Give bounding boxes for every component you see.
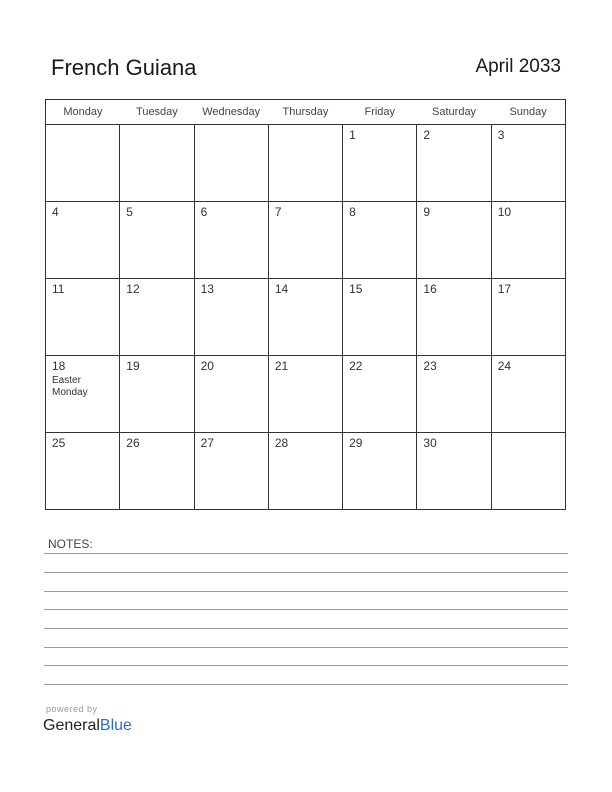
day-number: 22 [349,359,363,373]
day-number: 6 [200,205,208,219]
day-number: 21 [274,359,289,373]
day-number: 26 [126,436,140,450]
day-cell [268,433,342,510]
day-number [120,125,193,128]
week-row [46,202,566,279]
day-number: 23 [423,359,437,373]
day-cell [46,202,120,279]
day-cell [268,125,342,202]
day-cell [343,125,417,202]
day-number: 10 [497,205,512,219]
month-year-title: April 2033 [475,56,561,77]
note-line [44,553,568,554]
day-number: 18 [52,359,66,373]
day-cell [120,356,194,433]
weekday-header-tuesday: Tuesday [120,100,194,125]
day-number: 24 [497,359,512,373]
day-cell [417,125,491,202]
day-cell [491,433,565,510]
weekday-header-monday: Monday [46,100,120,125]
day-cell [120,279,194,356]
calendar-grid [45,99,566,510]
note-line [44,591,568,592]
day-cell [417,202,491,279]
day-number: 16 [423,282,437,296]
day-cell [46,433,120,510]
day-number: 15 [349,282,363,296]
day-number [46,125,119,128]
day-cell [343,433,417,510]
day-cell [120,433,194,510]
generalblue-logo [43,717,132,735]
day-number: 29 [349,436,363,450]
day-number: 27 [200,436,214,450]
day-number: 13 [200,282,214,296]
day-number: 5 [126,205,133,219]
day-number: 7 [274,205,282,219]
notes-label: NOTES: [48,537,93,551]
week-row [46,279,566,356]
week-row [46,356,566,433]
day-number: 9 [423,205,431,219]
day-cell [343,202,417,279]
day-cell [491,356,565,433]
weekday-header-wednesday: Wednesday [194,100,268,125]
week-row [46,125,566,202]
day-cell [194,125,268,202]
holiday-label: Easter Monday [52,375,88,398]
brand-blue: Blue [99,717,132,734]
day-number [492,433,565,436]
day-cell [46,356,120,433]
note-line [44,684,568,685]
note-line [44,665,568,666]
day-cell [491,125,565,202]
note-line [44,572,568,573]
note-line [44,628,568,629]
note-line [44,609,568,610]
powered-by-text: powered by [46,704,98,714]
day-number: 20 [200,359,214,373]
note-line [44,647,568,648]
day-number: 14 [274,282,289,296]
day-cell [268,202,342,279]
weekday-header-saturday: Saturday [417,100,491,125]
day-cell [120,202,194,279]
day-number: 12 [126,282,140,296]
day-number: 17 [497,282,512,296]
day-cell [46,125,120,202]
weekday-header-row [46,100,566,125]
day-number [269,125,342,128]
day-cell [343,356,417,433]
country-title: French Guiana [51,55,197,80]
day-cell [491,202,565,279]
day-cell [343,279,417,356]
day-number: 28 [274,436,289,450]
day-cell [491,279,565,356]
day-cell [194,202,268,279]
week-row [46,433,566,510]
weekday-header-sunday: Sunday [491,100,565,125]
weekday-header-thursday: Thursday [268,100,342,125]
day-cell [194,433,268,510]
day-number [195,125,268,128]
day-cell [417,356,491,433]
weekday-header-friday: Friday [343,100,417,125]
day-cell [417,279,491,356]
day-cell [46,279,120,356]
day-cell [194,279,268,356]
day-cell [268,356,342,433]
day-number: 2 [423,128,431,142]
day-number: 19 [126,359,140,373]
day-number: 8 [349,205,356,219]
day-cell [417,433,491,510]
day-number: 11 [52,282,65,296]
day-number: 30 [423,436,437,450]
day-cell [120,125,194,202]
day-cell [268,279,342,356]
day-number: 3 [497,128,505,142]
brand-general: General [43,717,100,734]
day-number: 4 [52,205,59,219]
day-number: 1 [349,128,356,142]
day-cell [194,356,268,433]
day-number: 25 [52,436,66,450]
